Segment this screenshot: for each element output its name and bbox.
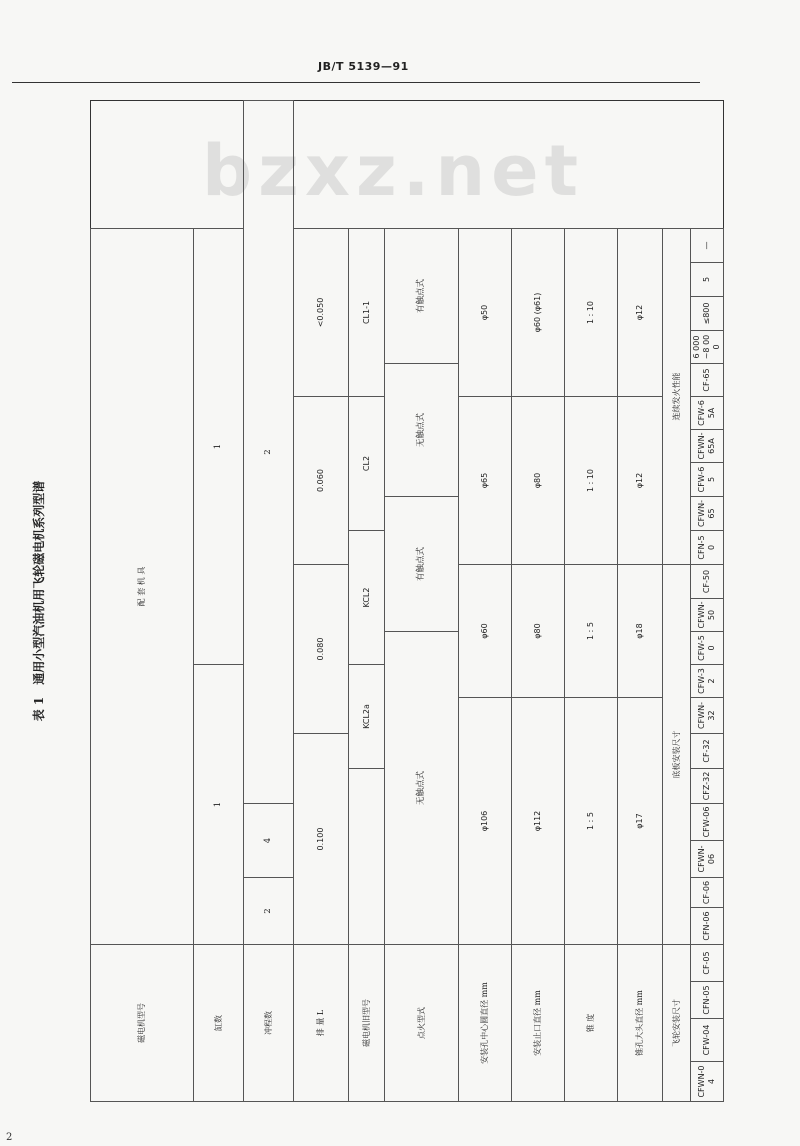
table-title: 通用小型汽油机用飞轮磁电机系列型谱: [31, 480, 46, 685]
header-continuous-spark: 连续发火性能: [663, 228, 691, 564]
cell: 2: [244, 101, 294, 804]
table-row: [618, 101, 663, 1102]
cell: 6 000~8 000: [691, 331, 724, 364]
cell: CFW-65A: [691, 397, 724, 430]
cell: φ17: [618, 698, 663, 945]
header-machinery: 配 套 机 具: [91, 228, 194, 944]
cell: φ80: [512, 397, 565, 565]
cell: 1: [194, 665, 244, 945]
table-row: [459, 101, 512, 1102]
standard-code: JB/T 5139—91: [318, 60, 409, 73]
cell: 2: [244, 878, 294, 945]
cell: 0.080: [294, 565, 349, 734]
cell: CFN-50: [691, 531, 724, 565]
cell: φ60: [459, 565, 512, 698]
header-displacement: 排 量 L: [294, 945, 349, 1102]
header-old-model: 磁电机旧型号: [349, 945, 385, 1102]
header-spigot: 安装止口直径 mm: [512, 945, 565, 1102]
cell: CF-50: [691, 565, 724, 599]
cell: φ106: [459, 698, 512, 945]
cell: 1: [194, 228, 244, 664]
cell: CF-05: [691, 945, 724, 982]
table-row: [691, 101, 724, 1102]
cell: 0.060: [294, 397, 349, 565]
table-row: [91, 101, 194, 1102]
page-mark: 2: [6, 1132, 13, 1143]
cell: CL1-1: [349, 228, 385, 396]
cell: φ18: [618, 565, 663, 698]
header-base-mount: 底板安装尺寸: [663, 565, 691, 945]
header-flywheel: 飞轮安装尺寸: [663, 945, 691, 1102]
table-row: [512, 101, 565, 1102]
cell: CF-06: [691, 878, 724, 908]
header-taper: 锥 度: [565, 945, 618, 1102]
cell: CFWN-50: [691, 599, 724, 632]
cell: φ60 (φ61): [512, 228, 565, 396]
cell: CFWN-65A: [691, 430, 724, 463]
cell: CFN-05: [691, 982, 724, 1019]
cell: 1 : 10: [565, 228, 618, 396]
header-ignition-type: 点火型式: [385, 945, 459, 1102]
cell: φ12: [618, 228, 663, 396]
table-row: [565, 101, 618, 1102]
cell: CFWN-32: [691, 698, 724, 734]
cell: φ50: [459, 228, 512, 396]
cell: 5: [691, 263, 724, 297]
cell: CFW-04: [691, 1019, 724, 1062]
header-strokes: 冲程数: [244, 945, 294, 1102]
cell: CFW-32: [691, 665, 724, 698]
cell: 1 : 5: [565, 565, 618, 698]
cell: CFWN-04: [691, 1062, 724, 1102]
cell: 1 : 5: [565, 698, 618, 945]
table-row: [349, 101, 385, 1102]
cell: 有触点式: [385, 228, 459, 363]
cell: —: [691, 228, 724, 262]
spec-table-wrapper: [90, 100, 721, 1102]
cell: CL2: [349, 397, 385, 531]
spec-table: [90, 100, 724, 1102]
cell: 无触点式: [385, 632, 459, 945]
cell: φ12: [618, 397, 663, 565]
cell: CFW-50: [691, 632, 724, 665]
cell: ≤800: [691, 297, 724, 331]
table-label: 表 1: [31, 696, 46, 722]
cell: CF-32: [691, 734, 724, 769]
table-caption: [30, 100, 46, 1102]
header-rule: [12, 82, 700, 83]
cell: 1 : 10: [565, 397, 618, 565]
cell: φ80: [512, 565, 565, 698]
table-row: [194, 101, 244, 1102]
cell: CFW-06: [691, 804, 724, 841]
cell: 4: [244, 804, 294, 878]
cell: 0.100: [294, 734, 349, 945]
cell: <0.050: [294, 228, 349, 396]
cell: [349, 769, 385, 945]
cell: φ112: [512, 698, 565, 945]
table-row: [244, 101, 294, 1102]
cell: KCL2a: [349, 665, 385, 769]
cell: CFWN-06: [691, 841, 724, 878]
cell: CF-65: [691, 364, 724, 397]
cell: CFWN-65: [691, 497, 724, 531]
cell: CFZ-32: [691, 769, 724, 804]
header-cone-big-end: 锥孔大头直径 mm: [618, 945, 663, 1102]
cell: CFW-65: [691, 463, 724, 497]
cell: KCL2: [349, 531, 385, 665]
table-row: [663, 101, 691, 1102]
cell: CFN-06: [691, 908, 724, 945]
cell: 无触点式: [385, 364, 459, 497]
cell: 有触点式: [385, 497, 459, 632]
watermark: bzxz.net: [202, 130, 585, 212]
header-model: 磁电机型号: [91, 945, 194, 1102]
table-row: [294, 101, 349, 1102]
header-hole-circle: 安装孔中心圆直径 mm: [459, 945, 512, 1102]
header-cylinders: 缸数: [194, 945, 244, 1102]
cell: φ65: [459, 397, 512, 565]
table-row: [385, 101, 459, 1102]
